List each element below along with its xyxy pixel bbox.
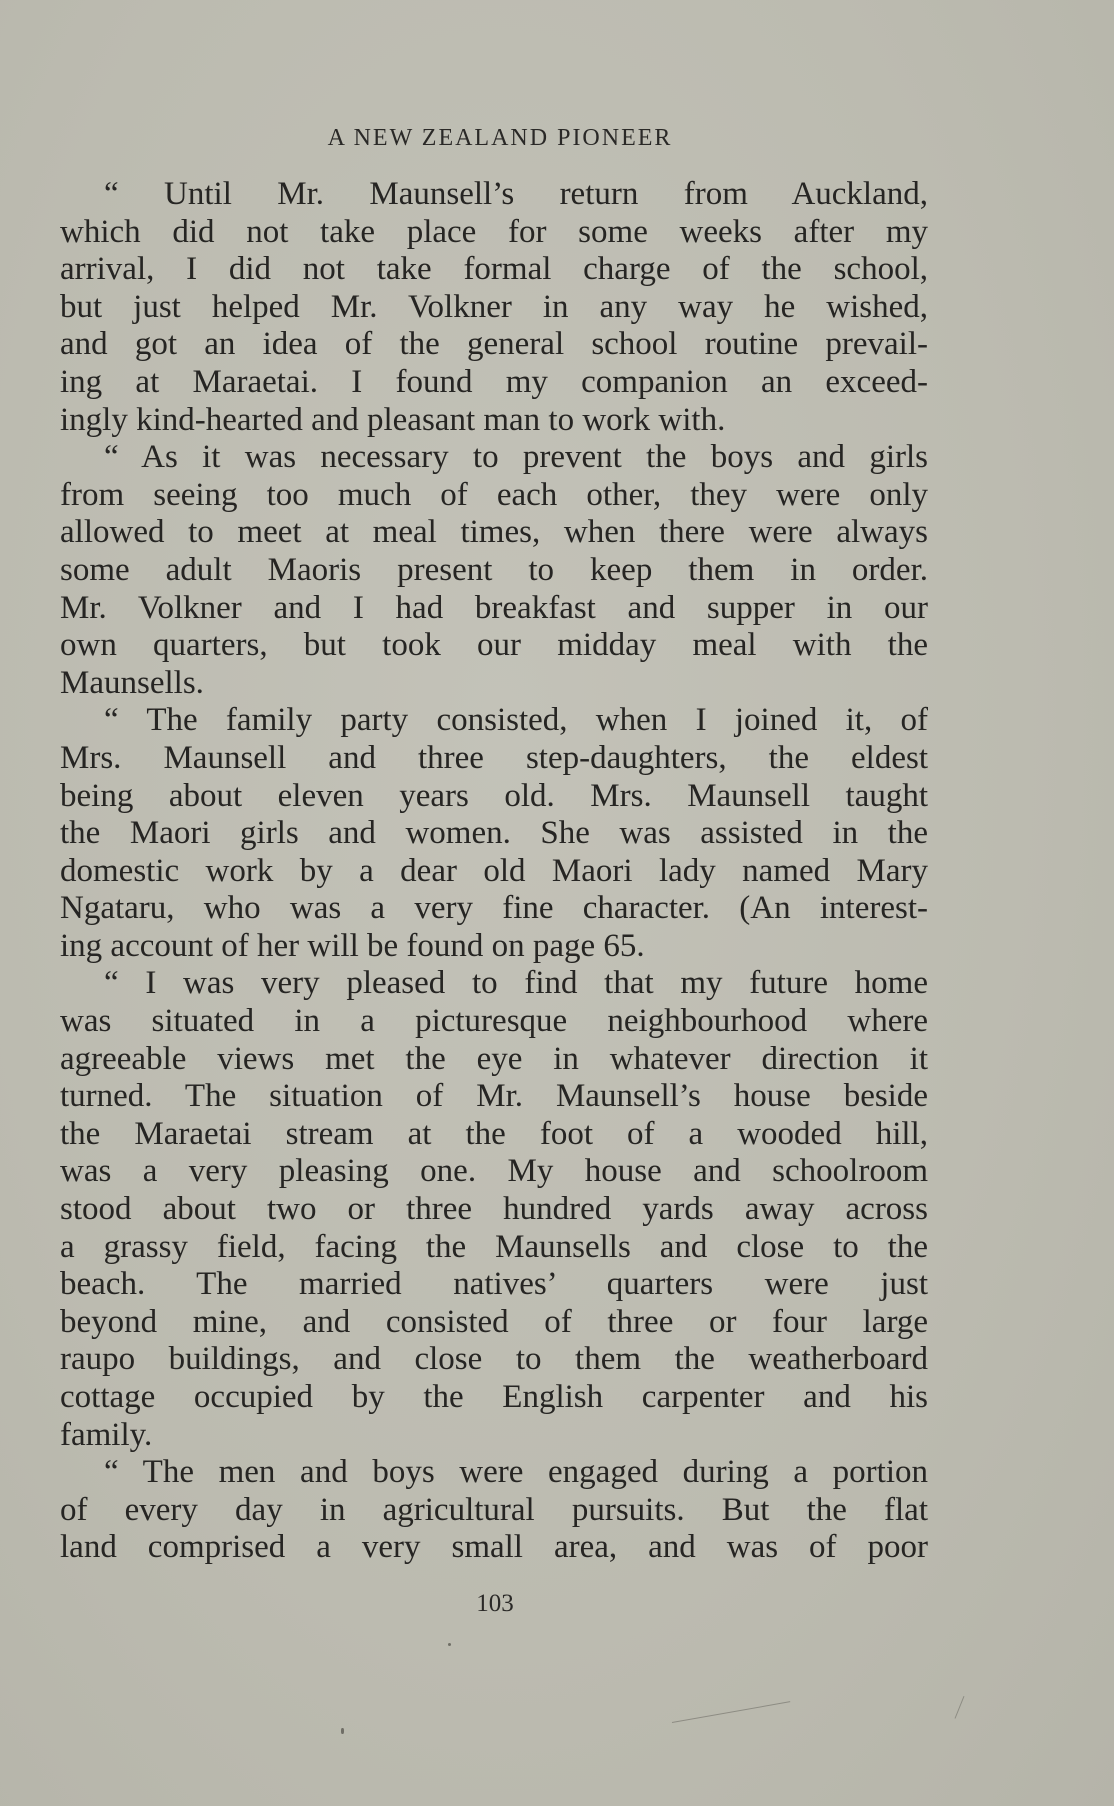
text-line: domestic work by a dear old Maori lady named Mary [60,852,928,889]
text-line: Maunsells. [60,664,204,701]
text-line: Mr. Volkner and I had breakfast and supper in our [60,589,928,626]
text-line: but just helped Mr. Volkner in any way he wished, [60,288,928,325]
text-line: which did not take place for some weeks after my [60,213,928,250]
text-line: was a very pleasing one. My house and schoolroom [60,1153,928,1190]
text-line: cottage occupied by the English carpenter and his [60,1379,928,1415]
text-line: stood about two or three hundred yards away across [60,1191,928,1228]
paper-scratch [955,1696,965,1719]
text-line: of every day in agricultural pursuits. But the flat [60,1491,928,1528]
paper-speck [448,1643,451,1646]
text-line: the Maori girls and women. She was assisted in the [60,815,928,852]
text-line: some adult Maoris present to keep them in order. [60,551,928,588]
text-line: Mrs. Maunsell and three step-daughters, the eldest [60,739,928,776]
text-line: own quarters, but took our midday meal with the [60,627,928,664]
text-line: turned. The situation of Mr. Maunsell’s house beside [60,1078,928,1115]
text-line: a grassy field, facing the Maunsells and close to the [60,1228,928,1265]
text-line: land comprised a very small area, and was of poor [60,1529,928,1566]
paper-scratch [672,1701,790,1723]
text-line: ingly kind-hearted and pleasant man to work with. [60,401,726,438]
text-line: Ngataru, who was a very fine character. (An interest- [60,890,928,927]
text-line: agreeable views met the eye in whatever direction it [60,1040,928,1077]
text-line: “ Until Mr. Maunsell’s return from Auckland, [104,176,928,212]
text-line: allowed to meet at meal times, when there were always [60,514,928,551]
text-line: and got an idea of the general school routine prevail- [60,326,928,363]
text-line: “ The men and boys were engaged during a portion [104,1454,928,1491]
text-line: ing at Maraetai. I found my companion an exceed- [60,363,928,400]
text-line: “ The family party consisted, when I joined it, of [104,702,928,739]
text-line: being about eleven years old. Mrs. Maunsell taught [60,777,928,814]
running-head: A NEW ZEALAND PIONEER [327,125,673,151]
text-line: was situated in a picturesque neighbourhood where [60,1003,928,1040]
text-line: arrival, I did not take formal charge of the school, [60,251,928,288]
body-text [60,176,928,1567]
text-line: “ I was very pleased to find that my future home [104,965,928,1002]
text-line: beach. The married natives’ quarters were just [60,1266,928,1303]
page-number: 103 [476,1590,514,1617]
text-line: family. [60,1416,153,1453]
text-line: the Maraetai stream at the foot of a wooded hill, [60,1115,928,1152]
text-line: raupo buildings, and close to them the weatherboard [60,1341,928,1378]
text-line: from seeing too much of each other, they were only [60,476,928,513]
text-line: beyond mine, and consisted of three or four large [60,1303,928,1340]
paper-speck [341,1728,344,1734]
text-line: “ As it was necessary to prevent the boys and girls [104,439,928,476]
text-line: ing account of her will be found on page 65. [60,927,645,964]
